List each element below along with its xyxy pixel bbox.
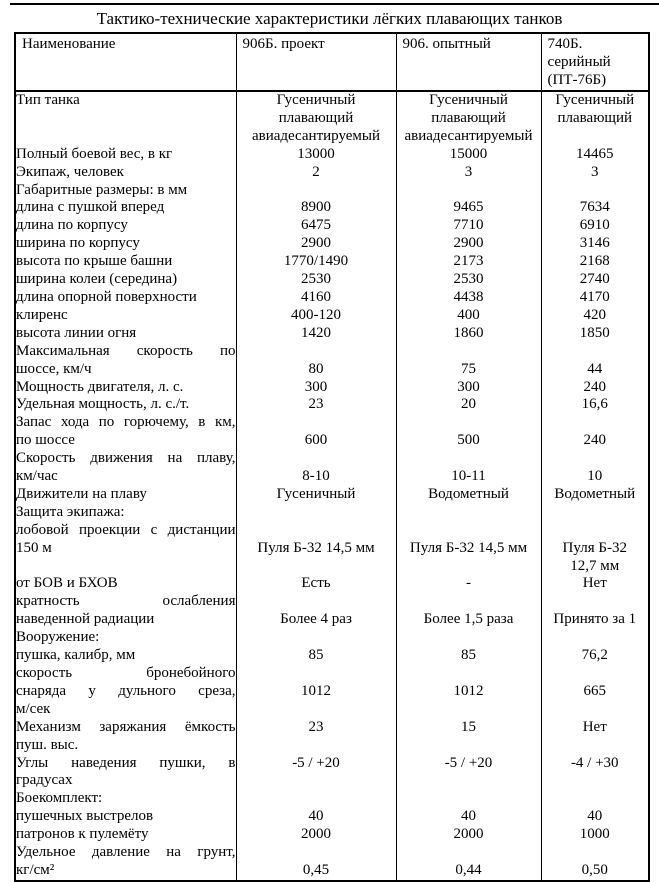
value-cell: 1012 [396,665,541,719]
param-label-line: ширина колеи (середина) [16,271,178,288]
param-label-line: Полный боевой вес, в кг [16,145,173,162]
value-cell: 0,44 [396,844,541,881]
table-row [15,217,649,235]
param-label-line: пушечных выстрелов [16,808,154,825]
param-label [15,414,236,450]
value-cell [541,182,649,200]
param-label-line: лобовой проекции с дистанции [16,521,236,538]
param-label-line: скорость бронебойного [16,664,236,681]
value-cell: 4438 [396,289,541,307]
table-row [15,790,649,808]
value-cell: 0,50 [541,844,649,881]
param-label-line: Движители на плаву [16,485,147,502]
value-cell: -5 / +20 [396,755,541,791]
table-row [15,199,649,217]
value-cell: 2168 [541,253,649,271]
col-header-906b-project: 906Б. проект [236,33,396,91]
param-label [15,379,236,397]
param-label-line: Экипаж, человек [16,163,124,180]
value-cell: 1000 [541,826,649,844]
param-label [15,146,236,164]
param-label [15,182,236,200]
value-cell: 4170 [541,289,649,307]
header-row [15,33,649,91]
table-row [15,414,649,450]
param-label [15,665,236,719]
param-label [15,325,236,343]
value-cell: Пуля Б-32 14,5 мм [396,522,541,576]
top-rule [10,3,659,5]
value-cell: - [396,575,541,593]
value-cell: 1012 [236,665,396,719]
value-cell: 13000 [236,146,396,164]
param-label [15,343,236,379]
table-row [15,486,649,504]
value-cell: 85 [236,647,396,665]
table-row [15,289,649,307]
value-cell: -5 / +20 [236,755,396,791]
param-label-line: Защита экипажа: [16,503,125,520]
value-cell: 16,6 [541,396,649,414]
param-label [15,647,236,665]
value-cell: 300 [236,379,396,397]
table-row [15,826,649,844]
value-cell: Нет [541,575,649,593]
param-label-line: длина с пушкой вперед [16,199,165,216]
value-cell: 1850 [541,325,649,343]
value-cell [236,182,396,200]
value-cell: Гусеничный плавающий авиадесантируемый [236,91,396,146]
table-row [15,665,649,719]
param-label [15,844,236,881]
value-cell: 44 [541,343,649,379]
param-label-line: клиренс [16,306,68,323]
value-cell: Нет [541,719,649,755]
value-cell: 2900 [396,235,541,253]
param-label [15,91,236,146]
value-cell: Более 4 раз [236,593,396,629]
value-cell: 2900 [236,235,396,253]
param-label-line: от БОВ и БХОВ [16,575,118,592]
value-cell: 2000 [236,826,396,844]
param-label-line: Удельное давление на грунт, [16,844,236,861]
param-label [15,235,236,253]
param-label [15,253,236,271]
value-cell: Пуля Б-32 12,7 мм [541,522,649,576]
value-cell: 1420 [236,325,396,343]
value-cell: Более 1,5 раза [396,593,541,629]
value-cell [541,629,649,647]
value-cell: 6910 [541,217,649,235]
table-row [15,450,649,486]
param-label-line: градусах [16,772,73,789]
param-label [15,575,236,593]
value-cell: 23 [236,719,396,755]
value-cell [236,629,396,647]
param-label-line: по шоссе [16,432,75,449]
table-row [15,379,649,397]
param-label [15,808,236,826]
param-label-line: длина по корпусу [16,217,128,234]
table-row [15,307,649,325]
table-row [15,629,649,647]
value-cell: 85 [396,647,541,665]
param-label-line: ширина по корпусу [16,235,140,252]
value-cell: 500 [396,414,541,450]
param-label-line: шоссе, км/ч [16,360,92,377]
value-cell: 2 [236,164,396,182]
param-label [15,719,236,755]
value-cell: 80 [236,343,396,379]
value-cell: 20 [396,396,541,414]
value-cell: Гусеничный плавающий [541,91,649,146]
col-header-906-experimental: 906. опытный [396,33,541,91]
table-row [15,844,649,881]
param-label [15,217,236,235]
param-label-line: Скорость движения на плаву, [16,450,236,467]
param-label-line: Максимальная скорость по [16,342,236,359]
param-label-line: высота линии огня [16,324,137,341]
value-cell: 40 [541,808,649,826]
param-label [15,522,236,576]
table-row [15,647,649,665]
param-label-line: пуш. выс. [16,736,79,753]
value-cell: 600 [236,414,396,450]
param-label [15,289,236,307]
value-cell: 10 [541,450,649,486]
value-cell: 3 [541,164,649,182]
table-row [15,271,649,289]
col-header-740b-serial: 740Б. серийный (ПТ-76Б) [541,33,649,91]
value-cell: 6475 [236,217,396,235]
value-cell: 420 [541,307,649,325]
table-row [15,719,649,755]
value-cell [396,629,541,647]
value-cell: 1770/1490 [236,253,396,271]
value-cell [541,504,649,522]
value-cell: 2740 [541,271,649,289]
value-cell: 14465 [541,146,649,164]
col-header-name: Наименование [15,33,236,91]
table-header [15,33,649,91]
table-row [15,575,649,593]
value-cell: 8-10 [236,450,396,486]
value-cell: -4 / +30 [541,755,649,791]
value-cell: 15000 [396,146,541,164]
param-label-line: Мощность двигателя, л. с. [16,378,184,395]
specs-table [14,32,650,882]
value-cell: 665 [541,665,649,719]
table-row [15,253,649,271]
table-row [15,808,649,826]
param-label [15,486,236,504]
param-label-line: кг/см² [16,861,55,878]
param-label-line: наведенной радиации [16,611,155,628]
value-cell: Водометный [396,486,541,504]
value-cell: Принято за 1 [541,593,649,629]
value-cell: Пуля Б-32 14,5 мм [236,522,396,576]
value-cell: 76,2 [541,647,649,665]
value-cell [236,504,396,522]
param-label-line: Удельная мощность, л. с./т. [16,396,190,413]
param-label-line: патронов к пулемёту [16,826,149,843]
value-cell: Есть [236,575,396,593]
value-cell: 10-11 [396,450,541,486]
param-label-line: Габаритные размеры: в мм [16,181,188,198]
table-row [15,755,649,791]
param-label-line: Боекомплект: [16,790,103,807]
value-cell: 400-120 [236,307,396,325]
table-row [15,522,649,576]
page-title: Тактико-технические характеристики лёгких плавающих танков [96,9,563,28]
value-cell: 40 [236,808,396,826]
param-label [15,271,236,289]
value-cell: 3146 [541,235,649,253]
value-cell: 40 [396,808,541,826]
value-cell: 7634 [541,199,649,217]
param-label [15,199,236,217]
value-cell: 2530 [236,271,396,289]
table-row [15,396,649,414]
value-cell: 240 [541,414,649,450]
value-cell: 7710 [396,217,541,235]
value-cell [236,790,396,808]
param-label [15,504,236,522]
table-row [15,504,649,522]
value-cell: Гусеничный плавающий авиадесантируемый [396,91,541,146]
param-label [15,593,236,629]
param-label-line: Тип танка [16,92,80,108]
table-row [15,593,649,629]
param-label [15,396,236,414]
table-row [15,343,649,379]
param-label-line: Углы наведения пушки, в [16,754,236,771]
value-cell [396,182,541,200]
table-row [15,325,649,343]
value-cell: 75 [396,343,541,379]
param-label-line: высота по крыше башни [16,253,173,270]
param-label [15,826,236,844]
param-label-line: Механизм заряжания ёмкость [16,718,236,735]
param-label-line: Вооружение: [16,629,100,646]
param-label [15,629,236,647]
param-label [15,164,236,182]
value-cell: 9465 [396,199,541,217]
table-row [15,235,649,253]
param-label [15,450,236,486]
param-label [15,307,236,325]
table-row [15,91,649,146]
value-cell [396,790,541,808]
value-cell: 300 [396,379,541,397]
value-cell: 1860 [396,325,541,343]
param-label-line: длина опорной поверхности [16,288,197,305]
value-cell: Водометный [541,486,649,504]
value-cell [541,790,649,808]
value-cell: 2000 [396,826,541,844]
param-label-line: кратность ослабления [16,593,236,610]
param-label [15,755,236,791]
param-label-line: км/час [16,468,58,485]
param-label-line: 150 м [16,539,52,556]
table-row [15,182,649,200]
specs-table-body [15,91,649,881]
value-cell: 23 [236,396,396,414]
value-cell: 400 [396,307,541,325]
value-cell [396,504,541,522]
value-cell: 3 [396,164,541,182]
param-label-line: м/сек [16,700,51,717]
value-cell: 15 [396,719,541,755]
param-label-line: Запас хода по горючему, в км, [16,414,236,431]
value-cell: 240 [541,379,649,397]
table-row [15,146,649,164]
value-cell: 0,45 [236,844,396,881]
param-label-line: снаряда у дульного среза, [16,682,236,699]
value-cell: 2530 [396,271,541,289]
value-cell: Гусеничный [236,486,396,504]
table-row [15,164,649,182]
value-cell: 8900 [236,199,396,217]
param-label-line: пушка, калибр, мм [16,647,136,664]
param-label [15,790,236,808]
value-cell: 2173 [396,253,541,271]
value-cell: 4160 [236,289,396,307]
